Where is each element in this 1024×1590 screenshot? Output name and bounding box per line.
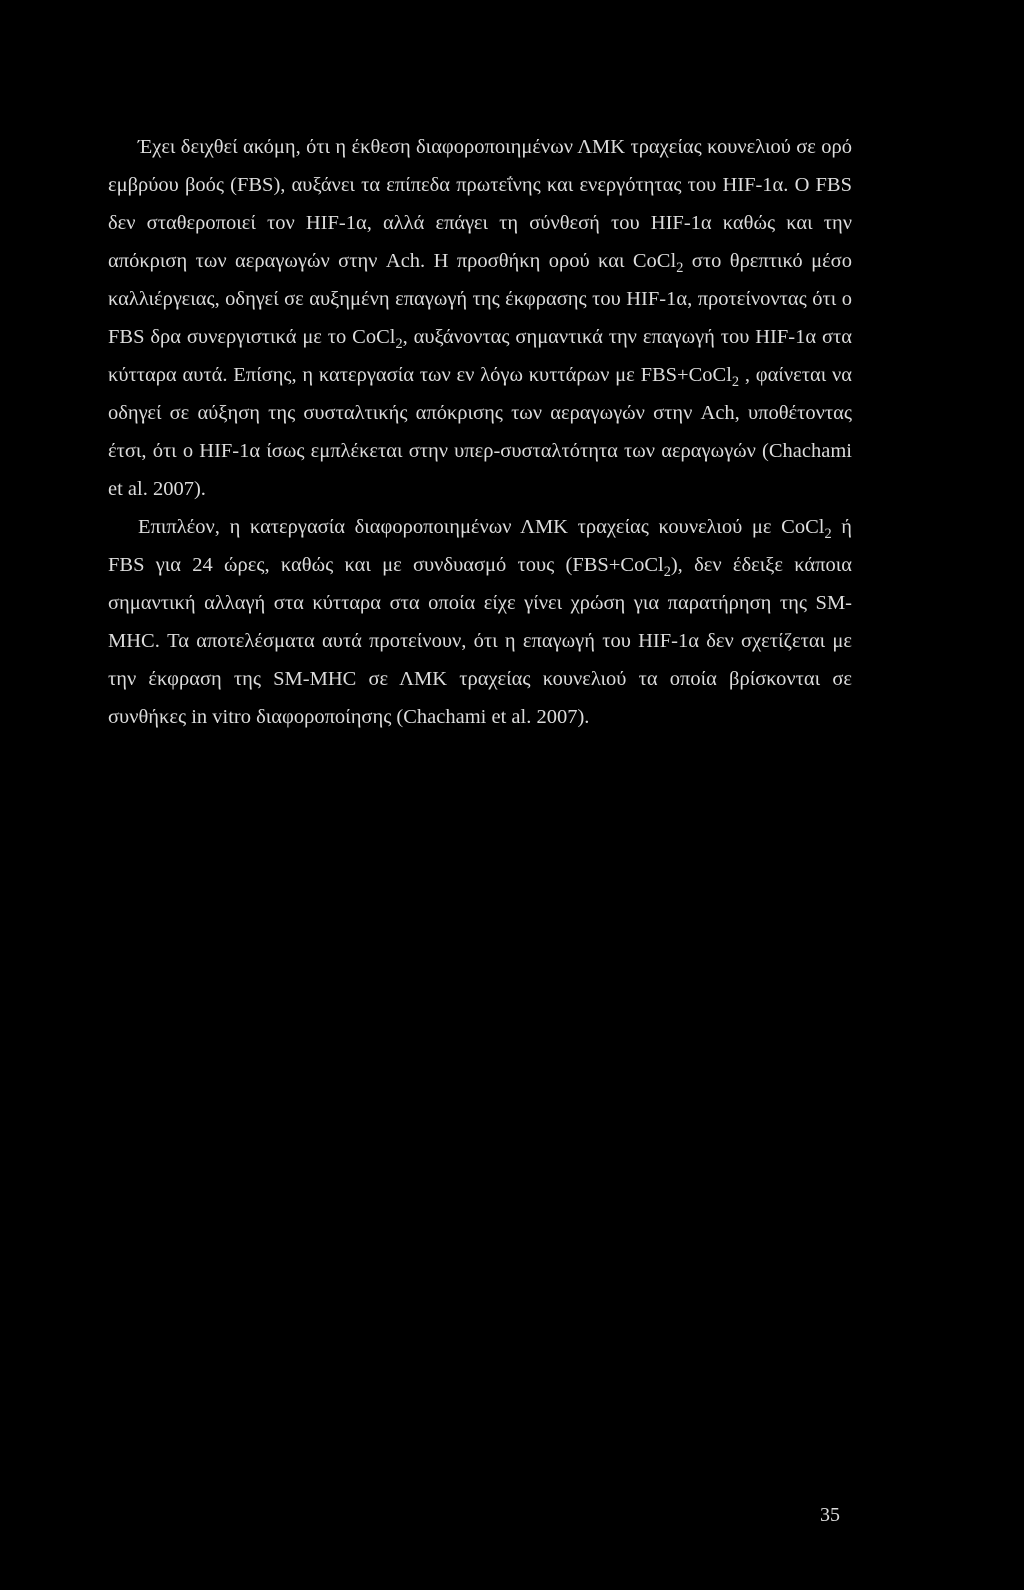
text-run: στο θρεπτικό μέσο καλλιέργειας, οδηγεί σε αυξημένη επαγωγή της έκφρασης του HIF-1α, προτείνοντας ότι ο FBS δρα συνεργιστικά με το CoCl bbox=[108, 250, 852, 348]
text-run: Επιπλέον, η κατεργασία διαφοροποιημένων ΛΜΚ τραχείας κουνελιού με CoCl bbox=[138, 516, 825, 538]
subscript: 2 bbox=[663, 564, 671, 581]
text-run: , φαίνεται να οδηγεί σε αύξηση της συσταλτικής απόκρισης των αεραγωγών στην Ach, υποθέτοντας έτσι, ότι ο HIF-1α ίσως εμπλέκεται στην υπερ-συσταλτότητα των αεραγωγών (Chachami et al. 2007). bbox=[108, 364, 853, 500]
subscript: 2 bbox=[395, 336, 403, 353]
subscript: 2 bbox=[731, 374, 740, 391]
subscript: 2 bbox=[824, 526, 832, 543]
text-run: ), δεν έδειξε κάποια σημαντική αλλαγή στα κύτταρα στα οποία είχε γίνει χρώση για παρατήρηση της SM-MHC. Τα αποτελέσματα αυτά προτείνουν, ότι η επαγωγή του HIF-1α δεν σχετίζεται με την έκφραση της SM-MHC σε ΛΜΚ τραχείας κουνελιού τα οποία βρίσκονται σε συνθήκες in vitro διαφοροποίησης (Chachami et al. 2007). bbox=[108, 554, 852, 728]
text-run: ή FBS για 24 ώρες, καθώς και με συνδυασμό τους (FBS+CoCl bbox=[108, 516, 852, 576]
subscript: 2 bbox=[676, 260, 684, 277]
paragraph-2 bbox=[108, 508, 852, 736]
text-run: Έχει δειχθεί ακόμη, ότι η έκθεση διαφοροποιημένων ΛΜΚ τραχείας κουνελιού σε ορό εμβρύου βοός (FBS), αυξάνει τα επίπεδα πρωτεΐνης και ενεργότητας του HIF-1α. Ο FBS δεν σταθεροποιεί τον HIF-1α, αλλά επάγει τη σύνθεσή του HIF-1α καθώς και την απόκριση των αεραγωγών στην Ach. Η προσθήκη ορού και CoCl bbox=[108, 136, 852, 272]
page-number: 35 bbox=[820, 1504, 840, 1526]
text-run: , αυξάνοντας σημαντικά την επαγωγή του HIF-1α στα κύτταρα αυτά. Επίσης, η κατεργασία των εν λόγω κυττάρων με FBS+CoCl bbox=[108, 326, 853, 386]
paragraph-1 bbox=[108, 128, 852, 508]
document-body bbox=[108, 128, 852, 736]
